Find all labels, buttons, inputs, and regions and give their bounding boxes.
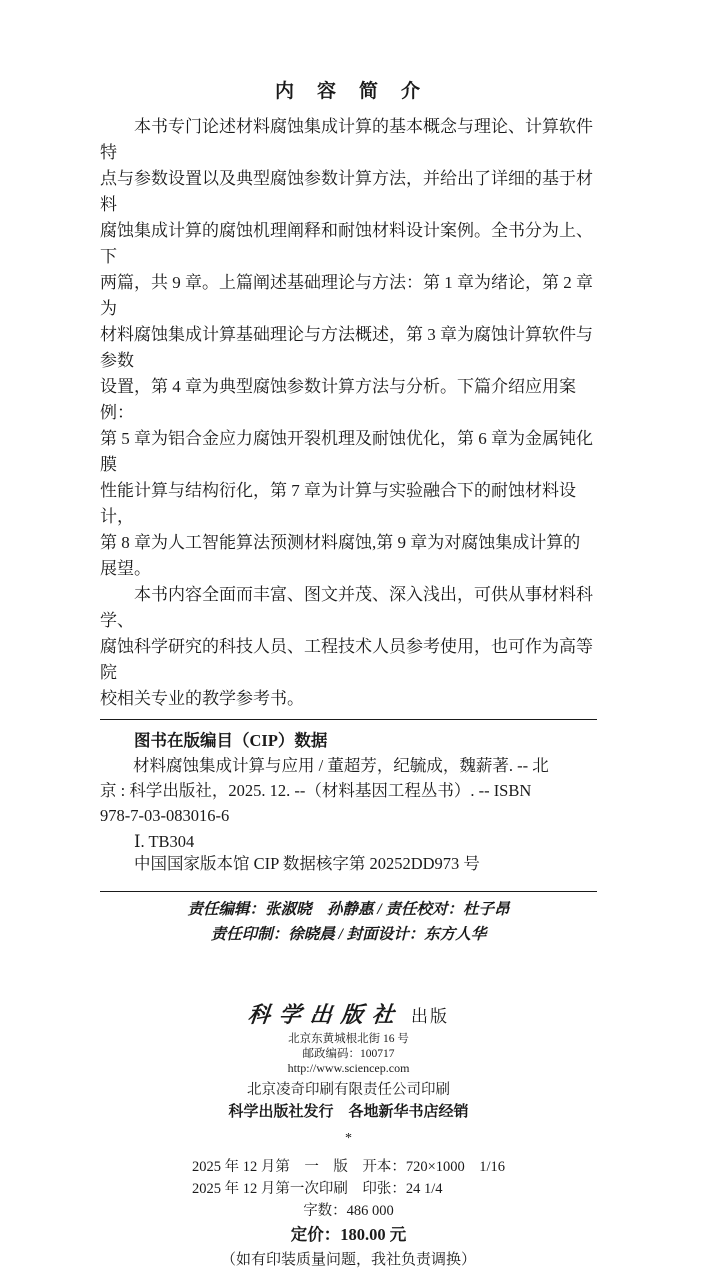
word-count: 字数：486 000 [303,1203,394,1219]
text-line: 校相关专业的教学参考书。 [100,689,304,708]
cip-block [100,720,597,884]
cip-entry [100,753,597,828]
cip-heading: 图书在版编目（CIP）数据 [134,731,328,750]
exchange-note: （如有印装质量问题，我社负责调换） [220,1252,476,1268]
edition-lines [192,1156,505,1200]
cip-classification: Ⅰ. TB304 [134,832,195,851]
text-line: 本书内容全面而丰富、图文并茂、深入浅出，可供从事材料科学、 [100,585,593,630]
edition-block [100,1156,597,1271]
content-summary-title: 内 容 简 介 [274,81,422,102]
summary-paragraph-2 [100,582,597,712]
price-line: 定价：180.00 元 [290,1225,407,1244]
text-line: 978-7-03-083016-6 [100,806,230,825]
text-line: 第 8 章为人工智能算法预测材料腐蚀,第 9 章为对腐蚀集成计算的展望。 [100,533,581,578]
publisher-postcode: 邮政编码：100717 [302,1047,395,1060]
text-line: 点与参数设置以及典型腐蚀参数计算方法，并给出了详细的基于材料 [100,169,593,214]
text-line: 本书专门论述材料腐蚀集成计算的基本概念与理论、计算软件特 [100,117,593,162]
cip-bottom-rule [100,891,597,892]
staff-credits [100,897,597,947]
text-column [100,0,597,1271]
text-line: 第 5 章为铝合金应力腐蚀开裂机理及耐蚀优化，第 6 章为金属钝化膜 [100,429,593,474]
text-line: 设置，第 4 章为典型腐蚀参数计算方法与分析。下篇介绍应用案例： [100,377,576,422]
text-line: 性能计算与结构衍化，第 7 章为计算与实验融合下的耐蚀材料设计， [100,481,576,526]
editor-credit-line: 责任编辑：张淑晓 孙静惠 / 责任校对：杜子昂 [187,901,510,918]
press-logo-line [100,1001,597,1032]
star-divider: * [345,1131,352,1146]
science-press-logo: 科学出版社 [246,1002,405,1027]
publisher-block [100,1001,597,1148]
publish-label: 出版 [411,1007,449,1026]
distribution-line: 科学出版社发行 各地新华书店经销 [228,1104,469,1120]
print-design-credit-line: 责任印制：徐晓晨 / 封面设计：东方人华 [210,926,487,943]
edition-line-1: 2025 年 12 月第 一 版 开本：720×1000 1/16 [191,1159,506,1175]
text-line: 两篇，共 9 章。上篇阐述基础理论与方法：第 1 章为绪论，第 2 章为 [100,273,593,318]
text-line: 京 : 科学出版社，2025. 12. --（材料基因工程丛书）. -- ISBN [100,781,532,800]
publisher-website: http://www.sciencep.com [287,1061,410,1075]
text-line: 材料腐蚀集成计算与应用 / 董超芳，纪毓成，魏薪著. -- 北 [133,756,549,775]
edition-line-2: 2025 年 12 月第一次印刷 印张：24 1/4 [191,1181,443,1197]
text-line: 腐蚀科学研究的科技人员、工程技术人员参考使用，也可作为高等院 [100,637,593,682]
text-line: 材料腐蚀集成计算基础理论与方法概述，第 3 章为腐蚀计算软件与参数 [100,325,593,370]
cip-record-number: 中国国家版本馆 CIP 数据核字第 20252DD973 号 [134,854,480,873]
content-summary-text [100,114,597,712]
printer-line: 北京凌奇印刷有限责任公司印刷 [247,1082,450,1098]
summary-paragraph-1 [100,114,597,582]
text-line: 腐蚀集成计算的腐蚀机理阐释和耐蚀材料设计案例。全书分为上、下 [100,221,593,266]
publisher-address: 北京东黄城根北街 16 号 [288,1033,409,1045]
